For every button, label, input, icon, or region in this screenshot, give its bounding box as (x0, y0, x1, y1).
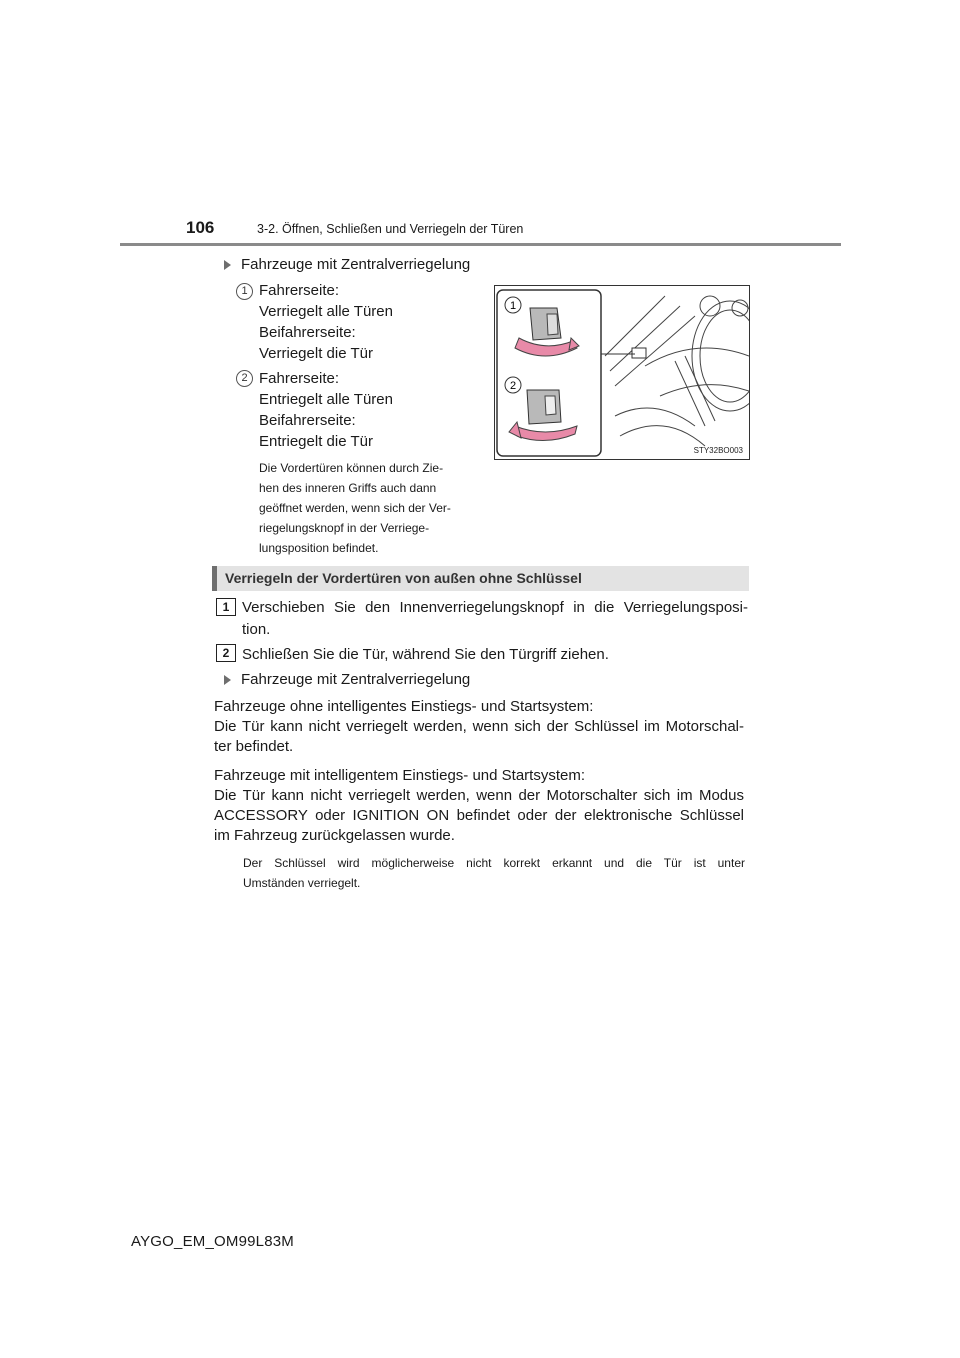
top-note-line: Die Vordertüren können durch Zie- (259, 461, 444, 475)
figure-code: STY32BO003 (693, 446, 743, 455)
top-note-line: geöffnet werden, wenn sich der Ver- (259, 501, 451, 515)
figure-label-1: 1 (509, 300, 517, 312)
bullet-triangle-icon (224, 260, 231, 270)
callout-number-2: 2 (236, 370, 253, 387)
callout-2-line: Beifahrerseite: (259, 412, 356, 429)
paragraph-1-line: ter befindet. (214, 738, 294, 755)
section-banner (212, 566, 749, 591)
bullet-central-locking-top (222, 256, 470, 273)
bullet-label: Fahrzeuge mit Zentralverriegelung (241, 671, 471, 688)
bottom-note-line: Der Schlüssel wird möglicherweise nicht korrekt erkannt und die Tür ist unter (243, 856, 745, 870)
step-number-1: 1 (216, 598, 236, 616)
top-note-line: lungsposition befindet. (259, 541, 379, 555)
callout-2-line: Fahrerseite: (259, 370, 340, 387)
step-2-line: Schließen Sie die Tür, während Sie den Türgriff ziehen. (242, 646, 609, 663)
callout-2-line: Entriegelt die Tür (259, 433, 373, 450)
lock-switch-small (632, 348, 646, 358)
footer-doc-code: AYGO_EM_OM99L83M (131, 1233, 294, 1250)
paragraph-2-line: ACCESSORY oder IGNITION ON befindet oder der elektronische Schlüssel (214, 807, 744, 824)
step-1-line: tion. (242, 621, 271, 638)
bullet-central-locking-bottom (222, 671, 470, 688)
paragraph-2-line: Die Tür kann nicht verriegelt werden, wenn der Motorschalter sich im Modus (214, 787, 744, 804)
figure-label-2: 2 (509, 380, 517, 392)
step-1-line: Verschieben Sie den Innenverriegelungsknopf in die Verriegelungsposi- (242, 599, 748, 616)
dashboard-lines (605, 296, 749, 446)
step-number-2: 2 (216, 644, 236, 662)
paragraph-with-smart-entry (214, 766, 744, 846)
callout-2-line: Entriegelt alle Türen (259, 391, 393, 408)
banner-title: Verriegeln der Vordertüren von außen ohne Schlüssel (225, 570, 582, 586)
top-note-line: hen des inneren Griffs auch dann (259, 481, 437, 495)
paragraph-2-line: im Fahrzeug zurückgelassen wurde. (214, 827, 455, 844)
door-lock-illustration (495, 286, 749, 459)
page-number: 106 (186, 218, 215, 237)
callout-1-line: Verriegelt alle Türen (259, 303, 393, 320)
callout-1-text (259, 280, 393, 364)
bottom-note (243, 853, 745, 893)
top-note (259, 458, 479, 558)
door-lock-switch-figure (494, 285, 750, 460)
callout-number-1: 1 (236, 283, 253, 300)
banner-accent-bar (212, 566, 217, 591)
callout-1-line: Beifahrerseite: (259, 324, 356, 341)
section-header: 3-2. Öffnen, Schließen und Verriegeln der Türen (257, 222, 524, 236)
paragraph-1-line: Fahrzeuge ohne intelligentes Einstiegs- und Startsystem: (214, 698, 594, 715)
callout-1-line: Fahrerseite: (259, 282, 340, 299)
callout-2-text (259, 368, 393, 452)
paragraph-without-smart-entry (214, 697, 744, 757)
step-2-text (242, 644, 748, 666)
step-1-text (242, 597, 748, 641)
paragraph-1-line: Die Tür kann nicht verriegelt werden, wenn sich der Schlüssel im Motorschal- (214, 718, 744, 735)
callout-1-line: Verriegelt die Tür (259, 345, 373, 362)
bullet-triangle-icon (224, 675, 231, 685)
bullet-label: Fahrzeuge mit Zentralverriegelung (241, 256, 471, 273)
bottom-note-line: Umständen verriegelt. (243, 876, 361, 890)
paragraph-2-line: Fahrzeuge mit intelligentem Einstiegs- und Startsystem: (214, 767, 585, 784)
header-divider (120, 243, 841, 246)
top-note-line: riegelungsknopf in der Verriege- (259, 521, 430, 535)
